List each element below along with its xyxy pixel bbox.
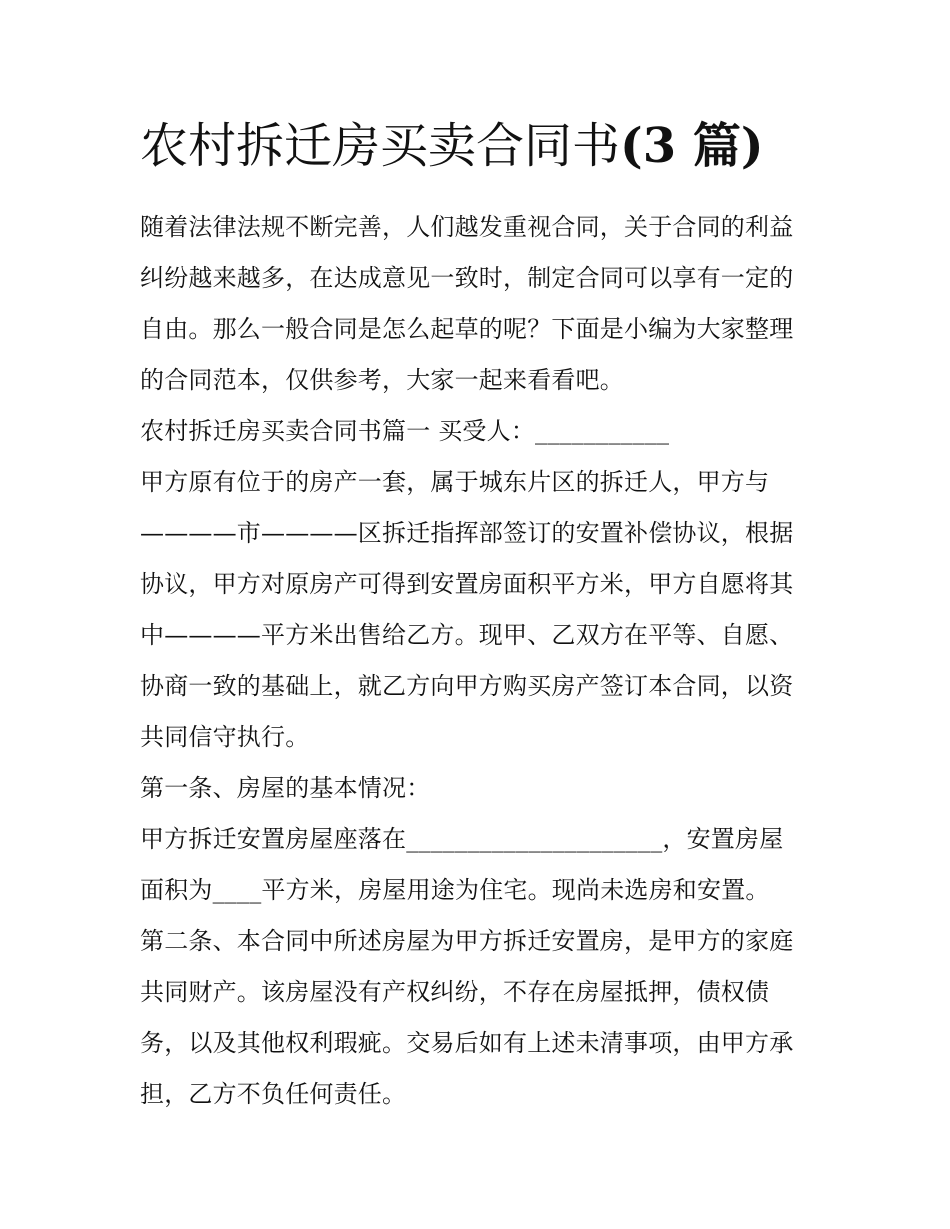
body-line: 随着法律法规不断完善，人们越发重视合同，关于合同的利益 bbox=[140, 213, 794, 241]
body-line: 务，以及其他权利瑕疵。交易后如有上述未清事项，由甲方承 bbox=[140, 1029, 794, 1057]
body-line: 协商一致的基础上，就乙方向甲方购买房产签订本合同，以资 bbox=[140, 672, 794, 700]
body-line: 共同财产。该房屋没有产权纠纷，不存在房屋抵押，债权债 bbox=[140, 978, 770, 1006]
document-title bbox=[140, 110, 820, 182]
body-line: 自由。那么一般合同是怎么起草的呢？下面是小编为大家整理 bbox=[140, 315, 794, 343]
title-main: 农村拆迁房买卖合同书 bbox=[140, 118, 621, 174]
article-heading: 第一条、房屋的基本情况： bbox=[140, 774, 431, 802]
body-line: 担，乙方不负任何责任。 bbox=[140, 1080, 407, 1108]
title-suffix: (3 篇) bbox=[620, 118, 764, 174]
body-line: 的合同范本，仅供参考，大家一起来看看吧。 bbox=[140, 366, 624, 394]
body-line: 纠纷越来越多，在达成意见一致时，制定合同可以享有一定的 bbox=[140, 264, 794, 292]
document-body bbox=[140, 202, 820, 1120]
body-line: 第二条、本合同中所述房屋为甲方拆迁安置房，是甲方的家庭 bbox=[140, 927, 794, 955]
body-line: 共同信守执行。 bbox=[140, 723, 310, 751]
section-heading: 农村拆迁房买卖合同书篇一 买受人：___________ bbox=[140, 417, 670, 445]
body-line: 协议，甲方对原房产可得到安置房面积平方米，甲方自愿将其 bbox=[140, 570, 794, 598]
body-line: ————市————区拆迁指挥部签订的安置补偿协议，根据 bbox=[140, 519, 794, 547]
body-line: 面积为____平方米，房屋用途为住宅。现尚未选房和安置。 bbox=[140, 876, 770, 904]
body-line: 甲方拆迁安置房屋座落在_____________________，安置房屋 bbox=[140, 825, 784, 853]
body-line: 中————平方米出售给乙方。现甲、乙双方在平等、自愿、 bbox=[140, 621, 794, 649]
document-page bbox=[140, 110, 820, 1120]
body-line: 甲方原有位于的房产一套，属于城东片区的拆迁人，甲方与 bbox=[140, 468, 770, 496]
